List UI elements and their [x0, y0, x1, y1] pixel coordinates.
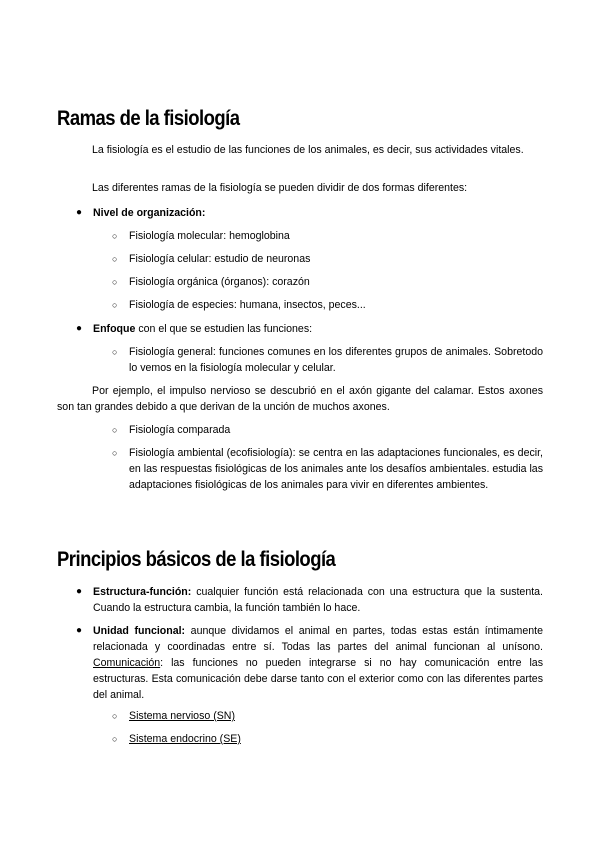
level-label: Nivel de organización:: [93, 207, 206, 219]
sub-bullet-icon: ○: [112, 277, 118, 287]
sub-item-text: Fisiología comparada: [129, 424, 231, 436]
bullet-structure: [76, 584, 543, 616]
sub-item: [112, 274, 543, 290]
sub-item: [112, 228, 543, 244]
sub-item-link[interactable]: [112, 731, 543, 747]
bullet-focus: [76, 321, 543, 337]
sub-bullet-icon: ○: [112, 254, 118, 264]
system-endocrine-link[interactable]: Sistema endocrino (SE): [129, 733, 241, 745]
bullet-icon: ●: [76, 625, 83, 636]
focus-text: con el que se estudien las funciones:: [135, 323, 313, 335]
bullet-icon: ●: [76, 586, 83, 597]
sub-item-text: Fisiología general: funciones comunes en los diferentes grupos de animales. Sobretodo lo vemos en la fisiología molecular y celular.: [129, 346, 543, 374]
sub-bullet-icon: ○: [112, 231, 118, 241]
communication-text: : las funciones no pueden integrarse si no hay comunicación entre las estructuras. Esta comunicación debe darse tanto con el exterior como con las diferentes partes del animal.: [93, 657, 543, 701]
sub-item-text: Fisiología de especies: humana, insectos, peces...: [129, 299, 366, 311]
section-title-principios: Principios básicos de la fisiología: [57, 548, 336, 571]
forms-paragraph: Las diferentes ramas de la fisiología se pueden dividir de dos formas diferentes:: [92, 182, 468, 194]
bullet-icon: ●: [76, 207, 83, 218]
sub-bullet-icon: ○: [112, 448, 118, 458]
sub-item: [112, 422, 543, 438]
sub-item: [112, 344, 543, 376]
bullet-icon: ●: [76, 323, 83, 334]
intro-paragraph: La fisiología es el estudio de las funciones de los animales, es decir, sus actividades vitales.: [92, 144, 524, 156]
section-title-ramas: Ramas de la fisiología: [57, 107, 240, 130]
unit-label: Unidad funcional:: [93, 625, 186, 637]
unit-text: aunque dividamos el animal en partes, todas estas están íntimamente relacionada y coordinadas entre sí. Todas las partes del animal funcionan al unísono.: [93, 625, 543, 653]
sub-item: [112, 297, 543, 313]
sub-item: [112, 445, 543, 493]
sub-bullet-icon: ○: [112, 425, 118, 435]
focus-label: Enfoque: [93, 323, 136, 335]
sub-item-text: Fisiología ambiental (ecofisiología): se centra en las adaptaciones funcionales, es decir, en las respuestas fisiológicas de los animales ante los desafíos ambientales. estudia las adaptaciones fisiológicas de los animales para vivir en diferentes ambientes.: [129, 447, 543, 491]
example-paragraph: Por ejemplo, el impulso nervioso se descubrió en el axón gigante del calamar. Estos axones son tan grandes debido a que derivan de la unción de muchos axones.: [57, 385, 543, 413]
sub-item-link[interactable]: [112, 708, 543, 724]
sub-item-text: Fisiología molecular: hemoglobina: [129, 230, 290, 242]
bullet-unit: [76, 623, 543, 703]
system-nervous-link[interactable]: Sistema nervioso (SN): [129, 710, 235, 722]
structure-text: cualquier función está relacionada con una estructura que la sustenta. Cuando la estructura cambia, la función también lo hace.: [93, 586, 543, 614]
sub-item: [112, 251, 543, 267]
sub-item-text: Fisiología orgánica (órganos): corazón: [129, 276, 310, 288]
communication-label: Comunicación: [93, 657, 161, 669]
sub-bullet-icon: ○: [112, 734, 118, 744]
sub-item-text: Fisiología celular: estudio de neuronas: [129, 253, 311, 265]
bullet-level: [76, 205, 543, 221]
sub-bullet-icon: ○: [112, 711, 118, 721]
structure-label: Estructura-función:: [93, 586, 192, 598]
sub-bullet-icon: ○: [112, 300, 118, 310]
sub-bullet-icon: ○: [112, 347, 118, 357]
